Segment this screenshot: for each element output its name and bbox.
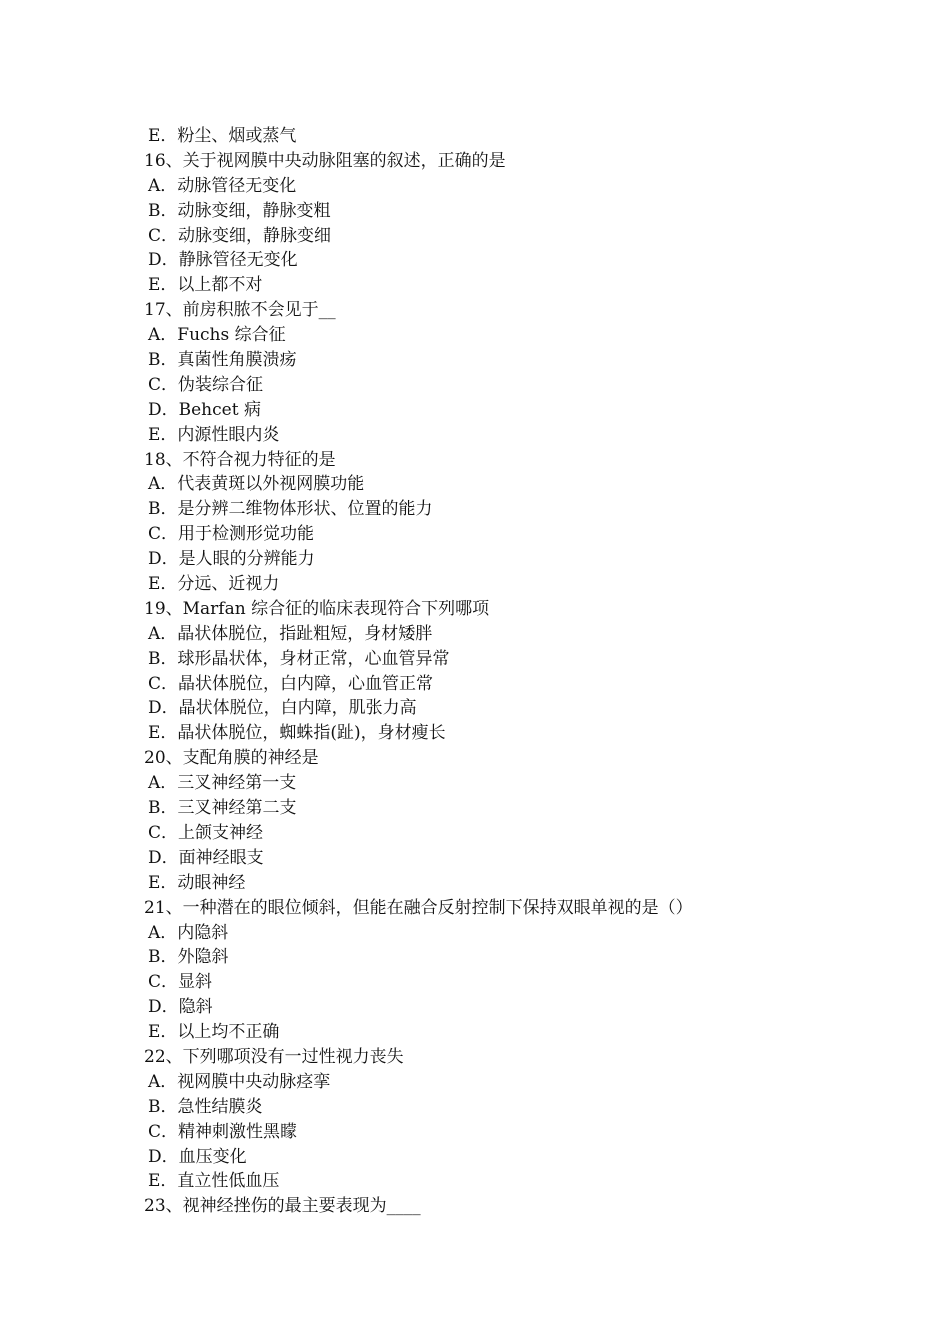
answer-option: C．动脉变细，静脉变细 <box>148 225 332 246</box>
answer-option: B．是分辨二维物体形状、位置的能力 <box>148 499 433 520</box>
answer-option: C．上颌支神经 <box>148 822 264 843</box>
question-text: 20、支配角膜的神经是 <box>144 748 319 769</box>
answer-option: C．精神刺激性黑矇 <box>148 1121 298 1142</box>
answer-option: B．动脉变细，静脉变粗 <box>148 200 331 221</box>
answer-option: D．Behcet 病 <box>148 399 261 420</box>
question-text: 16、关于视网膜中央动脉阻塞的叙述，正确的是 <box>144 150 506 171</box>
question-text: 23、视神经挫伤的最主要表现为____ <box>144 1196 421 1217</box>
answer-option: A．视网膜中央动脉痉挛 <box>148 1071 331 1092</box>
answer-option: C．晶状体脱位，白内障，心血管正常 <box>148 673 434 694</box>
question-text: 21、一种潜在的眼位倾斜，但能在融合反射控制下保持双眼单视的是（） <box>144 897 693 918</box>
exam-question-list <box>144 124 844 1219</box>
answer-option: E．动眼神经 <box>148 872 246 893</box>
answer-option: C．显斜 <box>148 972 213 993</box>
answer-option: E．内源性眼内炎 <box>148 424 280 445</box>
question-text: 18、不符合视力特征的是 <box>144 449 336 470</box>
answer-option: E．以上都不对 <box>148 275 263 296</box>
answer-option: E．直立性低血压 <box>148 1171 280 1192</box>
answer-option: C．伪装综合征 <box>148 374 264 395</box>
answer-option: E．粉尘、烟或蒸气 <box>148 126 297 146</box>
answer-option: C．用于检测形觉功能 <box>148 524 315 545</box>
answer-option: D．面神经眼支 <box>148 847 264 868</box>
answer-option: A．Fuchs 综合征 <box>148 325 286 346</box>
question-text: 22、下列哪项没有一过性视力丧失 <box>144 1046 404 1067</box>
answer-option: A．动脉管径无变化 <box>148 175 297 196</box>
answer-option: D．是人眼的分辨能力 <box>148 549 315 570</box>
answer-option: D．静脉管径无变化 <box>148 250 298 271</box>
answer-option: B．球形晶状体，身材正常，心血管异常 <box>148 648 450 669</box>
answer-option: A．三叉神经第一支 <box>148 773 297 794</box>
question-text: 17、前房积脓不会见于__ <box>144 300 336 321</box>
answer-option: B．外隐斜 <box>148 947 229 968</box>
answer-option: E．晶状体脱位，蜘蛛指(趾)，身材瘦长 <box>148 723 446 744</box>
answer-option: D．隐斜 <box>148 997 213 1018</box>
answer-option: E．分远、近视力 <box>148 574 280 595</box>
answer-option: B．急性结膜炎 <box>148 1096 263 1117</box>
answer-option: B．三叉神经第二支 <box>148 798 297 819</box>
answer-option: E．以上均不正确 <box>148 1022 280 1043</box>
answer-option: D．晶状体脱位，白内障，肌张力高 <box>148 698 417 719</box>
answer-option: A．代表黄斑以外视网膜功能 <box>148 474 365 495</box>
question-text: 19、Marfan 综合征的临床表现符合下列哪项 <box>144 598 490 619</box>
answer-option: D．血压变化 <box>148 1146 247 1167</box>
answer-option: B．真菌性角膜溃疡 <box>148 350 297 371</box>
answer-option: A．内隐斜 <box>148 922 229 943</box>
answer-option: A．晶状体脱位，指趾粗短，身材矮胖 <box>148 623 433 644</box>
